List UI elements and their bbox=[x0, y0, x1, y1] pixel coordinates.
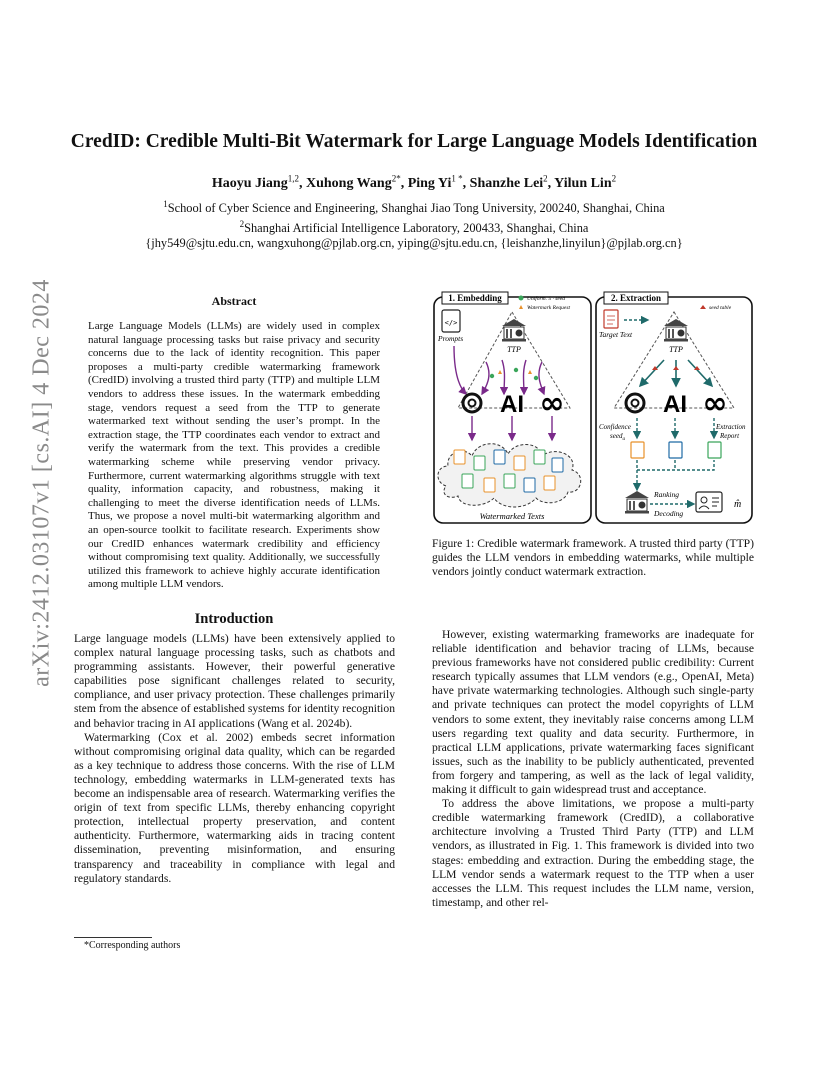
vendor-to-report-arrows bbox=[637, 418, 714, 438]
ttp-label: TTP bbox=[507, 345, 521, 354]
svg-text:</>: </> bbox=[444, 319, 458, 327]
llm-vendor-logos-extraction bbox=[626, 386, 728, 421]
author-emails: {jhy549@sjtu.edu.cn, wangxuhong@pjlab.org.cn, yiping@sjtu.edu.cn, {leishanzhe,linyilun}@pjlab.org.cn} bbox=[145, 236, 683, 251]
framework-diagram bbox=[432, 290, 754, 525]
introduction-heading: Introduction bbox=[194, 611, 274, 627]
llm-vendor-logos bbox=[463, 386, 565, 421]
ttp-building-icon-decoding bbox=[625, 491, 649, 514]
ttp-building-icon-extraction bbox=[664, 319, 688, 342]
author: Yilun Lin$^2$ bbox=[554, 173, 617, 191]
author: Xuhong Wang$^{2*}$, bbox=[305, 173, 408, 191]
legend-seed-text: Uniform. 5 · seed bbox=[527, 296, 566, 302]
legend-seed-table: seed table bbox=[709, 305, 732, 311]
target-text-icon bbox=[604, 310, 618, 328]
author-list bbox=[60, 173, 768, 192]
affiliation-1: $^1$School of Cyber Science and Engineering, Shanghai Jiao Tong University, 200240, Shanghai, China bbox=[163, 199, 665, 216]
request-icon bbox=[519, 305, 523, 309]
seed-label: seed$_a$ bbox=[610, 432, 625, 442]
abstract-text: Large Language Models (LLMs) are widely used in complex natural language processing tasks but raise privacy and security concerns due to the lack of identity recognition. This paper proposes a multi-party credible watermarking framework (CredID) involving a trusted third party (TTP) and multiple LLM vendors to address these issues. In the watermark embedding stage, vendors request a seed from the TTP to generate watermarked text without sending the user’s prompt. In the extraction stage, the TTP coordinates each vendor to extract and verify the watermark from the text. This provides a credible watermarking scheme while preserving vendor privacy. Furthermore, current watermarking algorithms struggle with text quality, information capacity, and robustness, making it challenging to meet the diverse identification needs of LLMs. Thus, we propose a novel multi-bit watermarking algorithm and an open-source toolkit to facilitate research. Experiments show our CredID enhances watermark credibility and efficiency without compromising text quality. Additionally, we successfully utilized this framework to achieve highly accurate identification among multiple LLM vendors. bbox=[88, 320, 380, 591]
embedding-label: 1. Embedding bbox=[448, 293, 502, 303]
extraction-report-label-1: Extraction bbox=[716, 423, 746, 431]
affiliation-2: $^2$Shanghai Artificial Intelligence Laboratory, 200433, Shanghai, China bbox=[239, 218, 589, 235]
prompts-label: Prompts bbox=[438, 334, 464, 343]
figure-1-caption bbox=[432, 537, 754, 579]
svg-text:∞: ∞ bbox=[702, 386, 728, 421]
author: Ping $Yi^{1 *}$, bbox=[407, 173, 470, 191]
right-paragraph-2: To address the above limitations, we propose a multi-party credible watermarking framework (CredID), a collaborative architecture involving a Trusted Third Party (TTP) and LLM vendors, as illustrated in Fig. 1. This framework is divided into two stages: embedding and extraction. During the embedding stage, the LLM vendor sends a watermark request to the TTP when a user accesses the LLM. This request includes the LLM name, version, timestamp, and other rel- bbox=[432, 797, 754, 909]
intro-paragraph-2: Watermarking (Cox et al. 2002) embeds secret information without compromising original data quality, which can be regarded as a key technique to address those concerns. With the rise of LLM technology, embedding watermarks in LLM-generated texts has become an indispensable area of research. Watermarking verifies the origin of text from specific LLMs, thereby enhancing copyright protection, intellectual property preservation, and content authenticity. Furthermore, watermarking aids in tracing content dissemination, preventing misinformation, and ensuring transparency and traceability in compliance with legal and regulatory standards. bbox=[74, 730, 395, 885]
target-text-label: Target Text bbox=[599, 330, 633, 339]
arxiv-side-identifier bbox=[22, 279, 62, 687]
decoding-label: Decoding bbox=[654, 509, 684, 518]
right-column-body bbox=[432, 628, 754, 910]
abstract-body bbox=[88, 320, 380, 592]
extraction-label: 2. Extraction bbox=[611, 293, 661, 303]
extraction-report-label-2: Report bbox=[720, 432, 740, 440]
ranking-label: Ranking bbox=[654, 490, 679, 499]
seed-table-markers bbox=[652, 366, 700, 370]
openai-logo-icon bbox=[463, 394, 481, 412]
caption-text: Figure 1: Credible watermark framework. A trusted third party (TTP) guides the LLM vendors in embedding watermarks, while multiple vendors jointly conduct watermark extraction. bbox=[432, 537, 754, 579]
seed-table-icon bbox=[700, 305, 706, 309]
report-merge-lines bbox=[637, 460, 714, 490]
legend-request-text: Watermark Request bbox=[527, 305, 571, 311]
ttp-to-vendor-arrows bbox=[640, 360, 712, 386]
id-card-icon bbox=[696, 492, 722, 512]
paper-title: CredID: Credible Multi-Bit Watermark for Large Language Models Identification bbox=[70, 131, 758, 152]
arxiv-identifier-text: arXiv:2412.03107v1 [cs.AI] 4 Dec 2024 bbox=[28, 279, 55, 687]
embedding-arrows bbox=[454, 346, 544, 394]
watermarked-texts-label: Watermarked Texts bbox=[479, 511, 545, 521]
confidence-label: Confidence bbox=[599, 423, 631, 431]
abstract-heading: Abstract bbox=[211, 294, 257, 308]
introduction-body bbox=[74, 632, 395, 886]
legend-embedding bbox=[519, 295, 571, 311]
footnote: *Corresponding authors bbox=[84, 940, 181, 951]
meta-logo-icon: ∞ bbox=[539, 386, 565, 421]
right-paragraph-1: However, existing watermarking frameworks are inadequate for reliable identification and behavior tracing of LLMs, because previous frameworks have not considered public credibility: Current research typically assumes that LLM vendors (e.g., OpenAI, Meta) have private watermarking technologies. Although such single-party and private techniques can protect the model copyrights of LLM vendors to some extent, they inevitably raise concerns among LLM users regarding text quality and data security. Furthermore, in practical LLM applications, private watermarking faces significant issues, such as the inability to be publicly authenticated, prevented from forgery and tampering, as well as the lack of legal validity, making it difficult to gain widespread trust and acceptance. bbox=[432, 628, 754, 797]
decoded-message-label: m̂ bbox=[734, 499, 742, 510]
footnote-rule bbox=[74, 937, 152, 938]
figure-1 bbox=[432, 290, 754, 525]
svg-text:AI: AI bbox=[663, 391, 687, 418]
affiliations bbox=[60, 197, 768, 252]
prompt-document-icon bbox=[442, 310, 460, 332]
intro-paragraph-1: Large language models (LLMs) have been extensively applied to complex natural language processing tasks, such as chatbots and programming assistants. However, their powerful generative capabilities pose significant challenges related to security, compliance, and user privacy protection. These challenges primarily stem from the absence of established systems for identity recognition and behavior tracing in AI applications (Wang et al. 2024b). bbox=[74, 632, 396, 730]
ttp-label-extraction: TTP bbox=[669, 345, 683, 354]
author: Haoyu Jiang$^{1,2}$, bbox=[211, 173, 306, 191]
author: Shanzhe Lei$^2$, bbox=[469, 173, 555, 191]
anthropic-logo-icon: AI bbox=[500, 391, 524, 418]
extraction-report-icons bbox=[631, 442, 721, 458]
request-markers bbox=[490, 368, 538, 380]
